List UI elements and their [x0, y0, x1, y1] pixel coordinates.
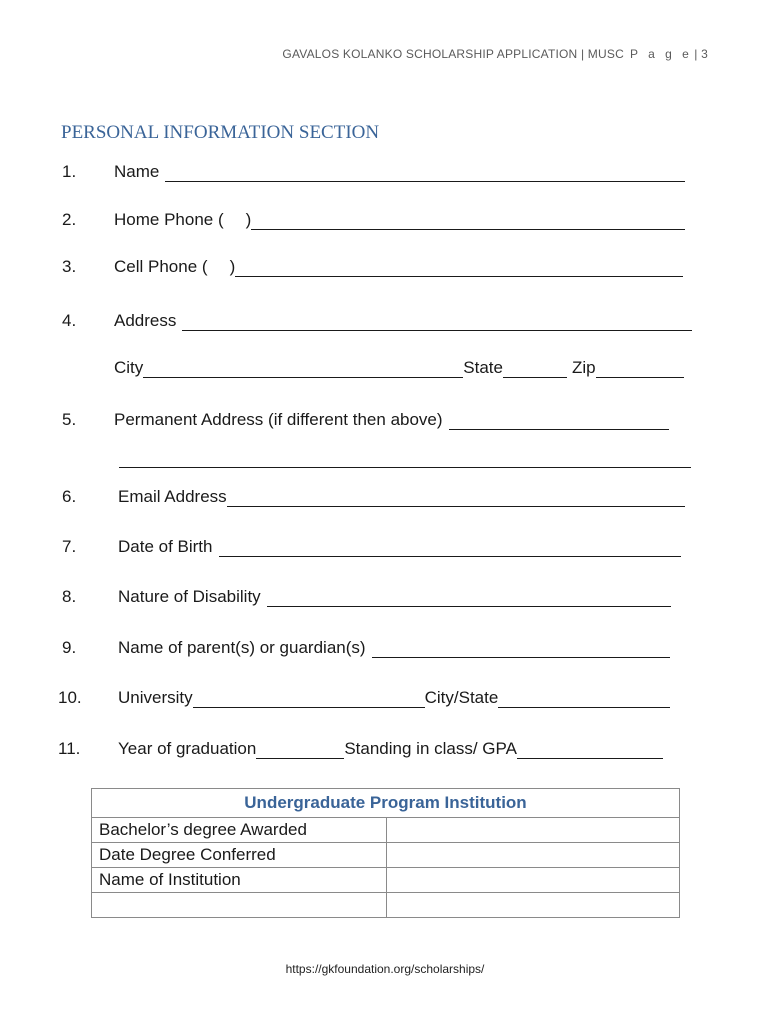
item-number: 4. [62, 311, 77, 330]
item-number: 11. [58, 739, 81, 758]
university-row [58, 686, 670, 710]
permanent-address-label: Permanent Address (if different then above) [114, 410, 443, 429]
email-field[interactable] [227, 488, 685, 507]
table-row-value[interactable] [387, 818, 680, 843]
city-field[interactable] [143, 359, 463, 378]
table-row [92, 843, 680, 868]
address-row [62, 309, 692, 333]
home-phone-field[interactable] [251, 211, 685, 230]
permanent-address-field[interactable] [449, 411, 669, 430]
item-number: 3. [62, 257, 77, 276]
zip-label: Zip [571, 358, 596, 377]
city-label: City [114, 358, 144, 377]
permanent-address-field-line2[interactable] [119, 449, 691, 468]
paren-close: ) [245, 210, 252, 229]
city-state-label: City/State [424, 688, 499, 707]
cell-phone-row [62, 255, 683, 279]
page-number: | 3 [694, 47, 708, 61]
footer-url: https://gkfoundation.org/scholarships/ [285, 962, 485, 976]
paren-close: ) [229, 257, 236, 276]
item-number: 5. [62, 410, 77, 429]
item-number: 6. [62, 487, 77, 506]
university-field[interactable] [193, 689, 425, 708]
state-label: State [463, 358, 503, 377]
dob-field[interactable] [219, 538, 681, 557]
standing-field[interactable] [517, 740, 663, 759]
institution-table [91, 788, 680, 918]
zip-field[interactable] [596, 359, 684, 378]
item-number: 7. [62, 537, 77, 556]
table-row-label: Date Degree Conferred [92, 843, 387, 868]
parents-row [62, 636, 670, 660]
graduation-row [58, 737, 663, 761]
item-number: 9. [62, 638, 77, 657]
home-phone-row [62, 208, 685, 232]
cell-phone-label: Cell Phone ( [114, 257, 208, 276]
city-state-field[interactable] [498, 689, 670, 708]
cell-phone-field[interactable] [235, 258, 683, 277]
address-label: Address [114, 311, 177, 330]
email-row [62, 485, 685, 509]
parents-label: Name of parent(s) or guardian(s) [118, 638, 366, 657]
table-row-label: Bachelor’s degree Awarded [92, 818, 387, 843]
table-row [92, 868, 680, 893]
permanent-address-row-2 [62, 446, 691, 470]
header-title: GAVALOS KOLANKO SCHOLARSHIP APPLICATION | MUSC [282, 47, 624, 61]
address-field[interactable] [182, 312, 692, 331]
disability-row [62, 585, 671, 609]
name-label: Name [114, 162, 160, 181]
city-state-zip-row [62, 356, 684, 380]
item-number: 1. [62, 162, 77, 181]
disability-field[interactable] [267, 588, 671, 607]
table-row-value[interactable] [387, 893, 680, 918]
name-row [62, 160, 685, 184]
home-phone-label: Home Phone ( [114, 210, 224, 229]
name-field[interactable] [165, 163, 685, 182]
standing-label: Standing in class/ GPA [344, 739, 517, 758]
item-number: 10. [58, 688, 82, 707]
graduation-label: Year of graduation [118, 739, 257, 758]
graduation-field[interactable] [256, 740, 344, 759]
university-label: University [118, 688, 193, 707]
dob-label: Date of Birth [118, 537, 213, 556]
page-header [282, 47, 708, 61]
table-row-label[interactable] [92, 893, 387, 918]
table-row-value[interactable] [387, 843, 680, 868]
permanent-address-row [62, 408, 669, 432]
email-label: Email Address [118, 487, 227, 506]
dob-row [62, 535, 681, 559]
state-field[interactable] [503, 359, 567, 378]
table-row [92, 893, 680, 918]
item-number: 8. [62, 587, 77, 606]
table-row-value[interactable] [387, 868, 680, 893]
page-label: P a g e [629, 47, 693, 61]
table-row [92, 818, 680, 843]
item-number: 2. [62, 210, 77, 229]
section-title: PERSONAL INFORMATION SECTION [61, 122, 380, 143]
table-heading: Undergraduate Program Institution [92, 789, 680, 818]
disability-label: Nature of Disability [118, 587, 261, 606]
parents-field[interactable] [372, 639, 670, 658]
table-row-label: Name of Institution [92, 868, 387, 893]
